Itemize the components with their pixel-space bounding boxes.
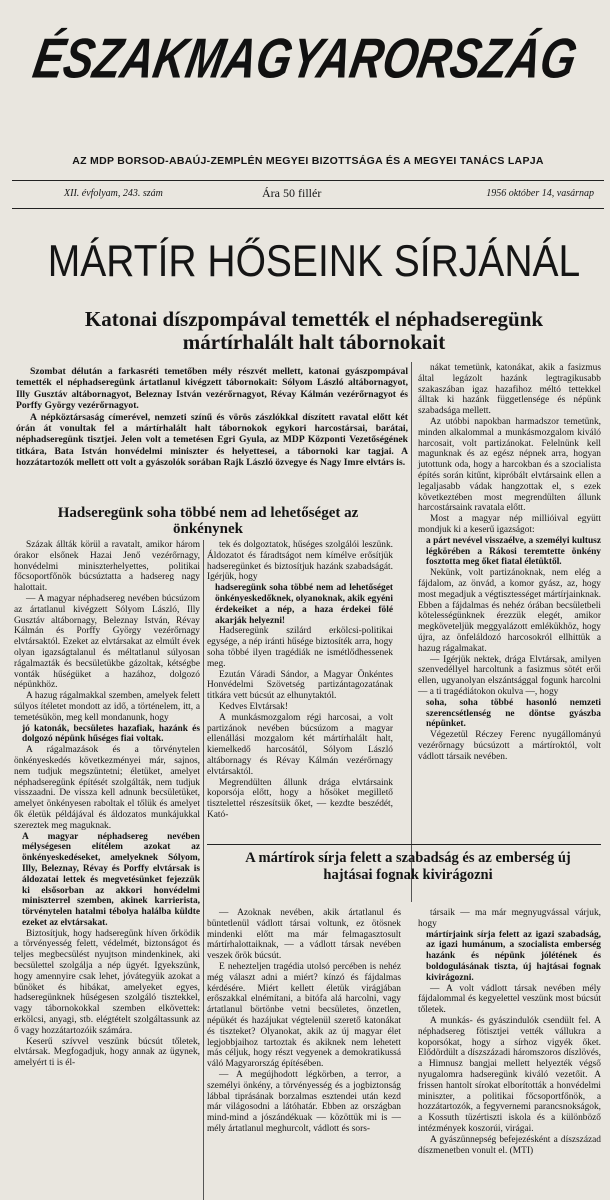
article-paragraph: — A volt vádlott társak nevében mély fájdalommal és kegyelettel veszünk most búcsút tőletek. [418,983,601,1016]
article-paragraph: Megrendülten állunk drága elvtársaink koporsója előtt, hogy a hősöket megillető tisztelettel részesítsük őket, — kezdte beszédét, Kató- [207,777,393,820]
article-paragraph: Keserű szívvel veszünk búcsút tőletek, elvtársak. Megfogadjuk, hogy annak az ügynek, amelyért ti is él- [14,1036,200,1069]
lead-paragraph: A népköztársaság címerével, nemzeti színű és vörös zászlókkal díszített ravatal előtt két órán át vonultak fel a mártírhalált halt tábornokok egykori harcostársai, barátai, néphadseregünk tisztjei. Jelen volt a temetésen Egri Gyula, az MDP Központi Vezetőségének titkára, Bata István honvédelmi miniszter és helyettesei, a tábornoki kar tagjai. A hozzátartozók mellett ott volt a gyászolók sorában Rajk László özvegye és Nagy Imre elvtárs is. [16,411,408,469]
article-paragraph: Végezetül Réczey Ferenc nyugállományú vezérőrnagy búcsúzott a mártíroktól, volt vádlott társaik nevében. [418,730,601,762]
article-paragraph: Hadseregünk szilárd erkölcsi-politikai egysége, a nép iránti hűsége biztosíték arra, hogy soha többé ilyen tragédiák ne ismétlődhessenek meg. [207,626,393,669]
article-paragraph: a párt nevével visszaélve, a személyi kultusz légkörében a Rákosi teremtette önkény fosztotta meg őket fiatal életüktől. [426,535,601,568]
column-3b [418,908,601,1156]
article-paragraph: társaik — ma már megnyugvással várjuk, hogy [418,908,601,929]
divider [12,208,604,209]
article-paragraph: — Igérjük nektek, drága Elvtársak, amilyen szenvedéllyel harcoltunk a fasizmus sötét erői ellen, ugyanolyan elszántsággal fogunk harcolni — a ti tragédiátokon okulva —, hogy [418,654,601,697]
article-paragraph: Az utóbbi napokban harmadszor temetünk, minden alkalommal a munkásmozgalom kiváló harcosait, volt partizánokat. Felelnünk kell magunknak és az egész népnek arra, hogyan jutottunk oda, hogy a harcokban és a szocialista építés során kitűnt, kipróbált elvtársaink ellen a legaljasabb vádak hangzottak el, s ezek következtében most megrendülten állunk harcostársaink ravatala előtt. [418,416,601,514]
article-paragraph: A magyar néphadsereg nevében mélységesen elítélem azokat az önkényeskedéseket, amelyeknek Sólyom, Illy, Beleznay, Révay és Porffy elvtársak is áldozatai lettek és megvetésünket fejezzük ki elsősorban az akkori honvédelmi miniszterrel szemben, akinek karrierista, törvénytelen hatalmi tébolya halálba küldte ezeket az elvtársakat. [22,831,200,928]
main-headline: MÁRTÍR HŐSEINK SÍRJÁNÁL [47,236,581,287]
issue-number: XII. évfolyam, 243. szám [64,188,163,199]
column-divider [411,362,412,902]
article-paragraph: A hazug rágalmakkal szemben, amelyek felett súlyos ítéletet mondott az idő, a történelem, itt, a temetésükön, meg kell mondanunk, hogy [14,691,200,723]
article-paragraph: A munkásmozgalom régi harcosai, a volt partizánok nevében búcsúzom a magyar ellenállási mozgalom két mártírhalált halt, kiemelkedő harcosától, Sólyom László altábornagy és Révay Kálmán vezérőrnagy elvtársaktól. [207,712,393,777]
article-paragraph: A rágalmazások és a törvénytelen önkényeskedés következményei már, sajnos, nem tudjuk megszüntetni; életüket, amelyet néphadseregünk építését szolgálták, nem tudjuk visszaadni. De vissza kell adnunk becsületüket, amelyet önkényesen raboltak el tőlük és amelyet ők életük példájával és áldozatos munkájukkal szereztek meg maguknak. [14,745,200,831]
divider [12,180,604,181]
lead-paragraphs [16,366,408,469]
article-paragraph: A gyászünnepség befejezésként a díszszázad díszmenetben vonult el. (MTI) [418,1134,601,1156]
issue-info-bar [64,186,594,202]
sub-headline: Katonai díszpompával temették el néphadseregünk mártírhalált halt tábornokait [84,307,544,354]
masthead [4,0,606,112]
divider [207,844,601,845]
lead-paragraph: Szombat délután a farkasréti temetőben mély részvét mellett, katonai gyászpompával temették el néphadseregünk ártatlanul kivégzett tábornokait: Sólyom László altábornagyot, Illy Gusztáv altábornagyot, Beleznay István vezérőrnagyot, Révay Kálmán vezérőrnagyot és Porffy György vezérőrnagyot. [16,366,408,412]
newspaper-subtitle: AZ MDP BORSOD-ABAÚJ-ZEMPLÉN MEGYEI BIZOTTSÁGA ÉS A MEGYEI TANÁCS LAPJA [72,155,544,167]
article-paragraph: Nekünk, volt partizánoknak, nem elég a fájdalom, az önvád, a komor gyász, az, hogy most megadjuk a végtisztességet mártírjainknak. Ebben a fájdalmas és nehéz órában becsületbeli kötelességünknek érezzük elegét, amikor megköveteljük meggyalázott emlékükhöz, hogy újra, az önfeláldozó harcosokról ellhittük a hazug rágalmakat. [418,568,601,654]
newspaper-page [4,0,606,1200]
article-paragraph: Kedves Elvtársak! [219,701,288,712]
article-paragraph: Biztosítjuk, hogy hadseregünk híven őrködik a törvényesség felett, védelmét, biztonságot és teljes megbecsülést nyujtson mindenkinek, aki becsülettel szolgálja a nép ügyét. Igyekszünk, hogy amennyire csak lehet, jóvátegyük azokat a bűnöket és hibákat, amelyeket egyes, hadseregünknek hűségesen szolgáló tisztekkel, vagy tábornokokkal szemben elkövettek: erkölcsi, anyagi, stb. elégtételt szolgáltassunk az ő vagy hozzátartozóik számára. [14,928,200,1036]
article-paragraph: mártírjaink sírja felett az igazi szabadság, az igazi humánum, a szocialista emberség hazánk és népünk jólétének és boldogulásának tiszta, új hajtásai fognak kivirágozni. [426,929,601,983]
section-heading: Hadseregünk soha többé nem ad lehetőséget az önkénynek [57,505,359,537]
article-paragraph: — A magyar néphadsereg nevében búcsúzom az ártatlanul kivégzett Sólyom László, Illy Gusztáv altábornagy, Beleznay István, Révay Kálmán és Porffy György vezérőrnagy elvtársaktól. Ezeket az elvtársakat az elmúlt évek olyan igazságtalanul és méltatlanul súlyosan rágalmazták és becsületükbe gázoltak, kétségbe vonták hűségüket a hazához, dolgozó népünkhöz. [14,593,200,691]
article-paragraph: soha, soha többé hasonló nemzeti szerencsétlenség ne döntse gyászba népünket. [426,697,601,730]
article-paragraph: — A megújhodott légkörben, a terror, a személyi önkény, a törvényesség és a jogbiztonság lábbal tiprásának borzalmas esztendei után kezd már világosodni a látóhatár. Ebben az országban mind-mind a jószándékuak — közöttük mi is — mély ártatlanul meghurcolt, vádlott és sors- [207,1069,401,1134]
article-paragraph: jó katonák, becsületes hazafiak, hazánk és dolgozó népünk hűséges fiai voltak. [22,723,200,745]
newspaper-title: ÉSZAKMAGYARORSZÁG [28,26,582,90]
article-paragraph: Most a magyar nép millióival együtt mondjuk ki a keserű igazságot: [418,514,601,535]
column-2b [207,908,401,1135]
price: Ára 50 fillér [262,186,322,200]
column-3 [418,363,601,762]
article-paragraph: E nehezteljen tragédia utolsó percében is nehéz még választ adni a miért? kínzó és fájdalmas kérdésére. Miért kellett életük virágjában erőszakkal elnémítani, a bitófa alá harcolni, vagy ártatlanul börtönbe vetni becsületes, önzetlen, népükét és hazájukat végtelenül szerető katonákat és tiszteket? Olyanokat, akik az új magyar élet legjobbjaihoz tartoztak és akiknek nem lehetett más céljuk, hogy részt vegyenek a demokratikussá váló Magyarország építésében. [207,961,401,1070]
article-paragraph: A munkás- és gyászindulók csendült fel. A néphadsereg fötisztjei vették vállukra a koporsókat, hogy a sírhoz vigyék őket. Elődördült a díszszázadi háromszoros díszlövés, a Himnusz bangjai mellett helyezték végső nyugalomra hadseregünk kiváló vezetőit. A frissen hantolt sírokat elborították a honvédelmi miniszter, a politikai főcsoportfőnök, a hozzátartozók, a fegyvernemi parancsnokságok, a Kossuth tüzértiszti iskola és a különböző intézmények koszorúi, virágai. [418,1015,601,1134]
column-divider [203,540,204,1200]
column-2 [207,540,393,821]
article-paragraph: — Azoknak nevében, akik ártatlanul és büntetlenül vádlott társai voltunk, ez ötösnek mindenki előtt ma már felmagasztosult mártírhalottaiknak, — a vádlott társak nevében veszek őrök búcsút. [207,908,401,962]
article-paragraph: nákat temetünk, katonákat, akik a fasizmus által legázolt hazánk legtragikusabb szakaszában igaz hazafihoz méltó tettekkel álltak ki hazánk függetlensége és népünk szabadsága mellett. [418,363,601,417]
article-paragraph: hadseregünk soha többé nem ad lehetőséget önkényeskedőknek, olyanoknak, akik egyéni érdekeiket a nép, a haza érdekei fölé akarják helyezni! [215,583,393,626]
column-1 [14,540,200,1069]
section-heading: A mártírok sírja felett a szabadság és az emberség új hajtásai fognak kivirágozni [245,850,571,883]
issue-date: 1956 október 14, vasárnap [486,188,594,199]
article-paragraph: Ezután Váradi Sándor, a Magyar Önkéntes Honvédelmi Szövetség partizántagozatának titkára vett búcsút az elhunytaktól. [207,669,393,702]
article-paragraph: tek és dolgoztatok, hűséges szolgálói leszünk. Áldozatot és fáradtságot nem kímélve erősítjük hadseregünket és biztosítjuk hazánk szabadságát. Igérjük, hogy [207,540,393,583]
article-paragraph: Százak állták körül a ravatalt, amikor három órakor elsőnek Hazai Jenő vezérőrnagy, honvédelmi miniszterhelyettes, politikai főcsoportfőnök búcsúztatta a hadsereg nagy halottait. [14,540,200,594]
